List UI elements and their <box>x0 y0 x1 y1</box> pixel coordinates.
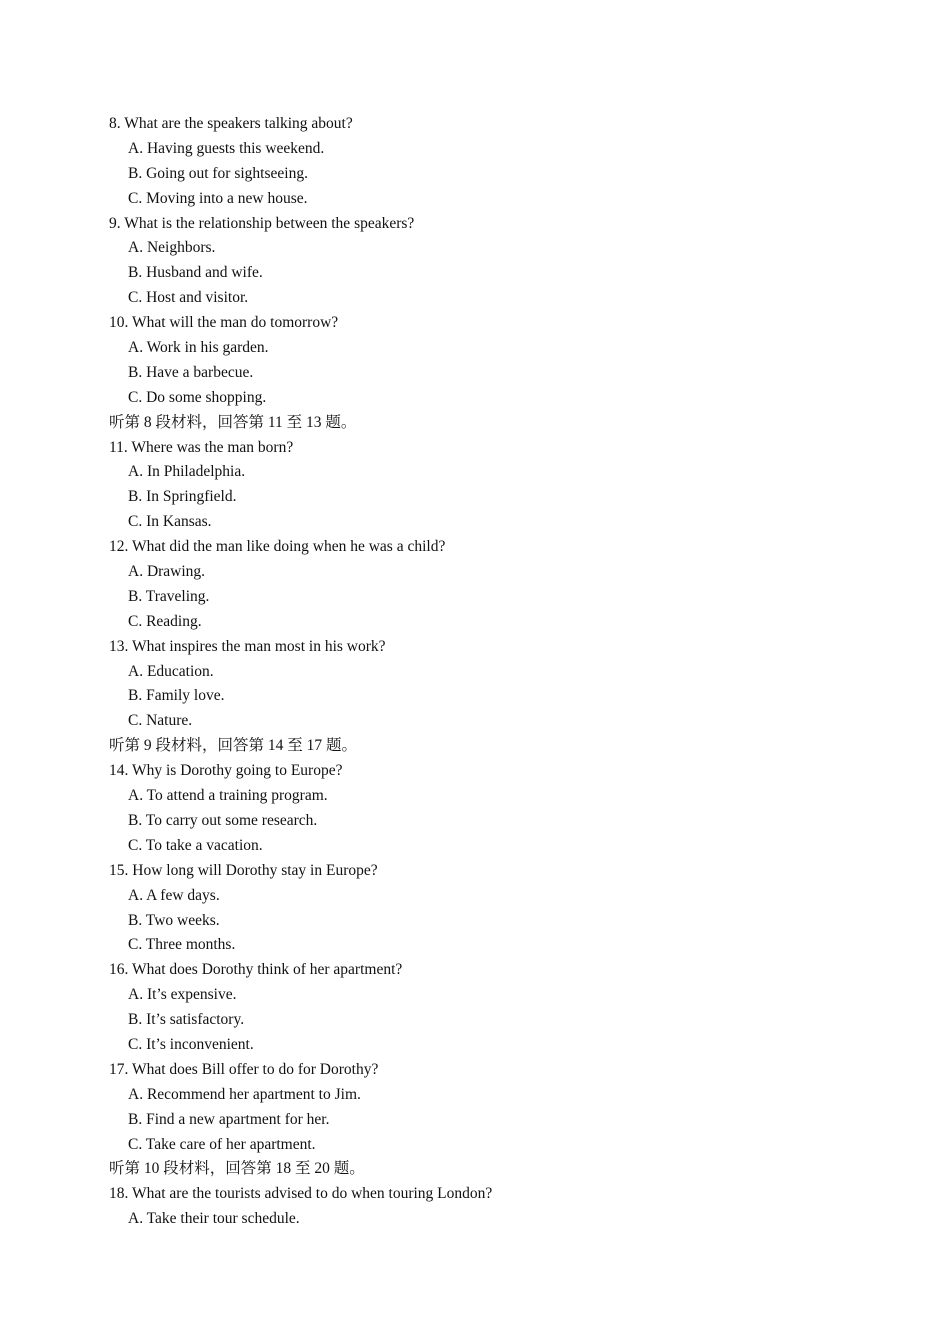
section-instruction: 听第 9 段材料，回答第 14 至 17 题。 <box>109 737 358 755</box>
question-stem: 10. What will the man do tomorrow? <box>109 314 339 332</box>
question-stem: 14. Why is Dorothy going to Europe? <box>109 762 343 780</box>
answer-option: A. Drawing. <box>128 563 206 581</box>
answer-option: C. Three months. <box>128 936 236 954</box>
answer-option: A. To attend a training program. <box>128 787 328 805</box>
answer-option: B. Have a barbecue. <box>128 363 254 381</box>
answer-option: A. Neighbors. <box>128 239 216 257</box>
answer-option: C. Reading. <box>128 612 202 630</box>
answer-option: A. It’s expensive. <box>128 986 237 1004</box>
answer-option: A. Work in his garden. <box>128 339 269 357</box>
question-stem: 18. What are the tourists advised to do when touring London? <box>109 1185 493 1203</box>
answer-option: A. Recommend her apartment to Jim. <box>128 1085 361 1103</box>
answer-option: A. Having guests this weekend. <box>128 139 325 157</box>
question-stem: 11. Where was the man born? <box>109 438 294 456</box>
answer-option: B. Husband and wife. <box>128 264 263 282</box>
section-instruction: 听第 10 段材料，回答第 18 至 20 题。 <box>109 1160 365 1178</box>
question-stem: 8. What are the speakers talking about? <box>109 115 353 132</box>
question-stem: 16. What does Dorothy think of her apartment? <box>109 961 403 979</box>
document-page <box>109 112 869 1232</box>
answer-option: C. To take a vacation. <box>128 836 263 854</box>
answer-option: A. Take their tour schedule. <box>128 1210 300 1228</box>
answer-option: A. A few days. <box>128 886 220 904</box>
answer-option: B. Going out for sightseeing. <box>128 164 308 182</box>
answer-option: B. Find a new apartment for her. <box>128 1110 330 1128</box>
answer-option: C. Nature. <box>128 712 193 730</box>
answer-option: B. Traveling. <box>128 587 210 605</box>
answer-option: C. Host and visitor. <box>128 289 249 307</box>
answer-option: C. Moving into a new house. <box>128 189 308 207</box>
answer-option: B. In Springfield. <box>128 488 237 506</box>
answer-option: C. Take care of her apartment. <box>128 1135 316 1153</box>
question-stem: 9. What is the relationship between the speakers? <box>109 214 415 232</box>
answer-option: C. It’s inconvenient. <box>128 1035 254 1053</box>
answer-option: B. It’s satisfactory. <box>128 1011 245 1029</box>
answer-option: B. To carry out some research. <box>128 811 318 829</box>
answer-option: C. Do some shopping. <box>128 388 267 406</box>
answer-option: B. Family love. <box>128 687 225 705</box>
answer-option: A. In Philadelphia. <box>128 463 246 481</box>
answer-option: B. Two weeks. <box>128 911 220 929</box>
answer-option: C. In Kansas. <box>128 513 212 531</box>
question-stem: 12. What did the man like doing when he was a child? <box>109 538 446 556</box>
question-stem: 13. What inspires the man most in his work? <box>109 637 386 655</box>
answer-option: A. Education. <box>128 662 214 680</box>
section-instruction: 听第 8 段材料，回答第 11 至 13 题。 <box>109 413 357 431</box>
question-stem: 15. How long will Dorothy stay in Europe? <box>109 861 378 879</box>
question-stem: 17. What does Bill offer to do for Dorothy? <box>109 1060 379 1078</box>
